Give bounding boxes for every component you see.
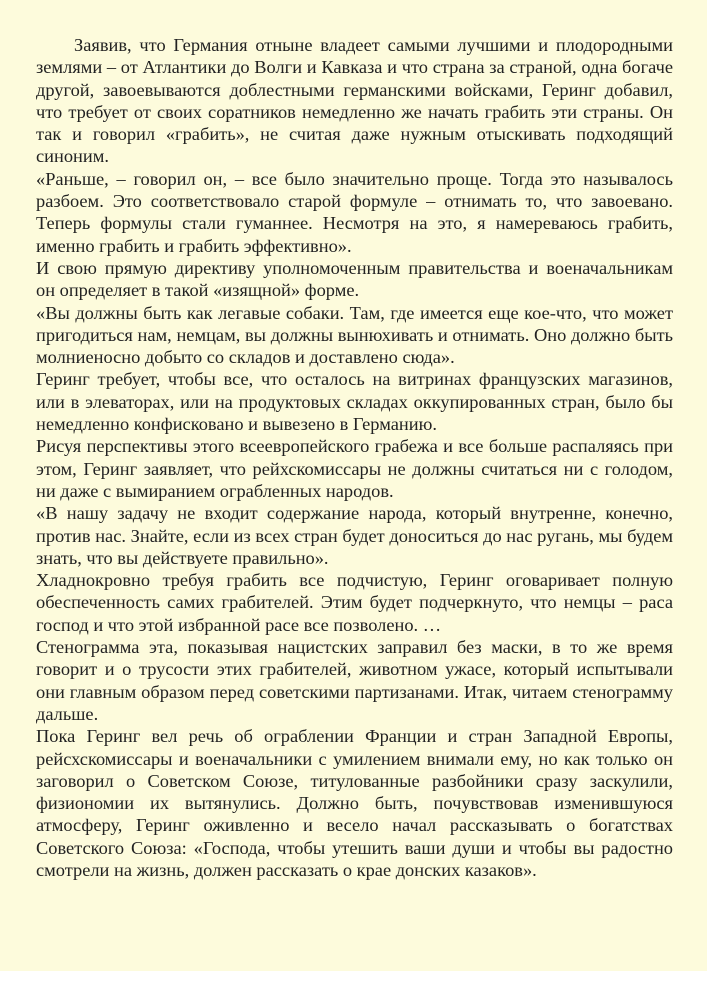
paragraph-1: Заявив, что Германия отныне владеет самыми лучшими и плодородными землями – от Атлантики до Волги и Кавказа и что страна за страной, одна богаче другой, завоевываются доблестными германскими войсками, Геринг добавил, что требует от своих соратников немедленно же начать грабить эти страны. Он так и говорил «грабить», не считая даже нужным отыскивать подходящий синоним.: [36, 35, 673, 167]
paragraph-10: Пока Геринг вел речь об ограблении Франции и стран Западной Европы, рейсхскомиссары и военачальники с умилением внимали ему, но как только он заговорил о Советском Союзе, титулованные разбойники сразу заскулили, физиономии их вытянулись. Должно быть, почувствовав изменившуюся атмосферу, Геринг оживленно и весело начал рассказывать о богатствах Советского Союза: «Господа, чтобы утешить ваши души и чтобы вы радостно смотрели на жизнь, должен рассказать о крае донских казаков».: [36, 726, 673, 880]
paragraph-2: «Раньше, – говорил он, – все было значительно проще. Тогда это называлось разбоем. Это соответствовало старой формуле – отнимать то, что завоевано. Теперь формулы стали гуманнее. Несмотря на это, я намереваюсь грабить, именно грабить и грабить эффективно».: [36, 168, 673, 256]
paragraph-5: Геринг требует, чтобы все, что осталось на витринах французских магазинов, или в элеваторах, или на продуктовых складах оккупированных стран, было бы немедленно конфисковано и вывезено в Германию.: [36, 369, 673, 435]
paragraph-7: «В нашу задачу не входит содержание народа, который внутренне, конечно, против нас. Знайте, если из всех стран будет доноситься до нас ругань, мы будем знать, что вы действуете правильно».: [36, 503, 673, 568]
paragraph-6: Рисуя перспективы этого всеевропейского грабежа и все больше распаляясь при этом, Геринг заявляет, что рейхскомиссары не должны считаться ни с голодом, ни даже с вымиранием ограбленных народов.: [36, 436, 673, 501]
paragraph-3: И свою прямую директиву уполномоченным правительства и военачальникам он определяет в такой «изящной» форме.: [36, 257, 673, 301]
page-bottom-margin: [0, 971, 707, 1000]
paragraph-8: Хладнокровно требуя грабить все подчистую, Геринг оговаривает полную обеспеченность самих грабителей. Этим будет подчеркнуто, что немцы – раса господ и что этой избранной расе все позволено. …: [36, 570, 673, 635]
document-page: [36, 34, 673, 881]
paragraph-9: Стенограмма эта, показывая нацистских заправил без маски, в то же время говорит и о трусости этих грабителей, животном ужасе, который испытывали они главным образом перед советскими партизанами. Итак, читаем стенограмму дальше.: [36, 637, 673, 724]
paragraph-4: «Вы должны быть как легавые собаки. Там, где имеется еще кое-что, что может пригодиться нам, немцам, вы должны вынюхивать и отнимать. Оно должно быть молниеносно добыто со складов и доставлено сюда».: [36, 302, 673, 368]
